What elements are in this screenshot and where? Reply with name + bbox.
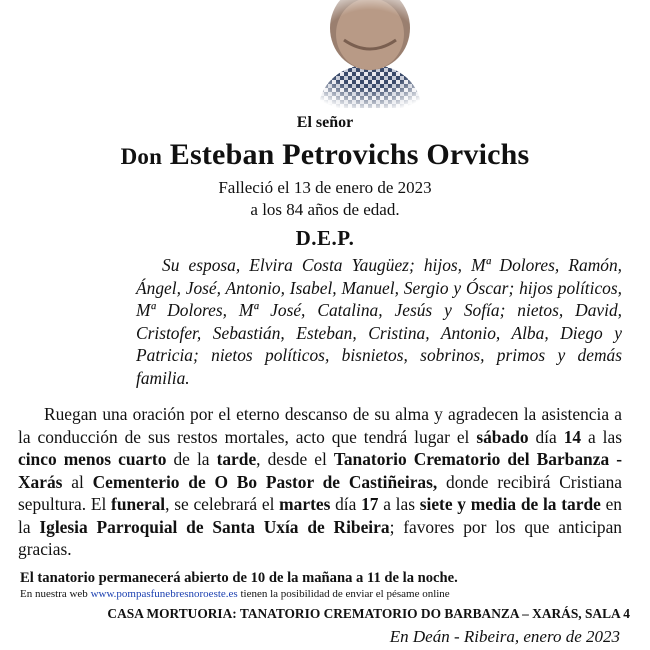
web-notice: En nuestra web www.pompasfunebresnoroeste.es tienen la posibilidad de enviar el pésame online [20,588,450,600]
deceased-photo [300,0,440,108]
death-date: Falleció el 13 de enero de 2023 [218,178,432,197]
rip-heading: D.E.P. [295,226,355,250]
deceased-name-line [0,138,650,172]
place-date: En Deán - Ribeira, enero de 2023 [389,627,620,646]
honorific: Don [120,144,163,169]
opening-hours: El tanatorio permanecerá abierto de 10 de la mañana a 11 de la noche. [20,570,458,586]
age-line: a los 84 años de edad. [250,200,400,219]
funeral-home-line: CASA MORTUORIA: TANATORIO CREMATORIO DO BARBANZA – XARÁS, SALA 4 [107,606,630,621]
title-prefix: El señor [296,114,354,131]
family-list: Su esposa, Elvira Costa Yaugüez; hijos, Mª Dolores, Ramón, Ángel, José, Antonio, Isabel, Manuel, Sergio y Óscar; hijos políticos, Mª Dolores, Mª José, Catalina, Jesús y Sofía; nietos, David, Cristofer, Sebastián, Esteban, Cristina, Antonio, Alba, Diego y Patricia; nietos políticos, bisnietos, sobrinos, primos y demás familia. [136,255,622,388]
website-link[interactable]: www.pompasfunebresnoroeste.es [90,588,238,600]
notice-paragraph: Ruegan una oración por el eterno descanso de su alma y agradecen la asistencia a la conducción de sus restos mortales, acto que tendrá lugar el sábado día 14 a las cinco menos cuarto de la tarde, desde el Tanatorio Crematorio del Barbanza - Xarás al Cementerio de O Bo Pastor de Castiñeiras, donde recibirá Cristiana sepultura. El funeral, se celebrará el martes día 17 a las siete y media de la tarde en la Iglesia Parroquial de Santa Uxía de Ribeira; favores por los que anticipan gracias. [18,404,623,559]
deceased-name: Esteban Petrovichs Orvichs [169,138,530,171]
